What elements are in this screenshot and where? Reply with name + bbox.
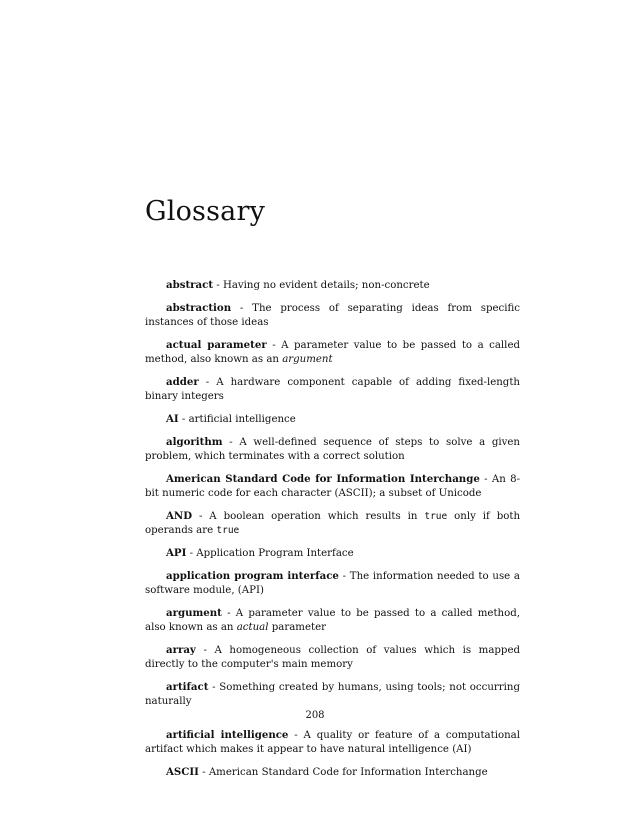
glossary-entry bbox=[145, 569, 520, 598]
glossary-term: artificial intelligence bbox=[166, 729, 289, 741]
code-literal: true bbox=[424, 511, 448, 522]
glossary-term: API bbox=[166, 547, 187, 559]
glossary-entry bbox=[145, 435, 520, 464]
glossary-entry bbox=[145, 728, 520, 757]
glossary-emphasis: actual bbox=[236, 622, 269, 633]
glossary-term: abstract bbox=[166, 279, 214, 291]
page-number: 208 bbox=[305, 710, 325, 721]
glossary-term: AND bbox=[166, 510, 193, 522]
glossary-entry bbox=[145, 375, 520, 404]
glossary-definition: - Something created by humans, using tools; not occurring naturally bbox=[145, 682, 520, 707]
glossary-definition: - A parameter value to be passed to a called method, also known as an bbox=[145, 608, 520, 633]
glossary-term: American Standard Code for Information Interchange bbox=[166, 473, 480, 485]
glossary-definition: - The process of separating ideas from specific instances of those ideas bbox=[145, 303, 520, 328]
glossary-definition: - A well-defined sequence of steps to solve a given problem, which terminates with a correct solution bbox=[145, 437, 520, 462]
glossary-definition: - A quality or feature of a computational artifact which makes it appear to have natural intelligence (AI) bbox=[145, 730, 520, 755]
glossary-definition: - artificial intelligence bbox=[178, 414, 296, 425]
glossary-definition: - Application Program Interface bbox=[186, 548, 354, 559]
glossary-entry bbox=[145, 509, 520, 538]
glossary-entry bbox=[145, 278, 520, 293]
glossary-term: adder bbox=[166, 376, 199, 388]
glossary-definition: - An 8-bit numeric code for each character (ASCII); a subset of Unicode bbox=[145, 474, 521, 499]
glossary-entry bbox=[145, 546, 520, 561]
glossary-term: actual parameter bbox=[166, 339, 267, 351]
glossary-definition: - A homogeneous collection of values which is mapped directly to the computer's main memory bbox=[145, 645, 520, 670]
code-literal: true bbox=[216, 525, 240, 536]
glossary-definition: - The information needed to use a software module, (API) bbox=[145, 571, 521, 596]
glossary-term: array bbox=[166, 644, 196, 656]
glossary-definition: parameter bbox=[268, 622, 326, 633]
glossary-definition: - A hardware component capable of adding fixed-length binary integers bbox=[145, 377, 520, 402]
glossary-entry bbox=[145, 680, 520, 709]
glossary-definition: - A boolean operation which results in bbox=[192, 511, 425, 522]
glossary-definition: - Having no evident details; non-concrete bbox=[213, 280, 430, 291]
glossary-entry bbox=[145, 765, 520, 780]
glossary-entry bbox=[145, 472, 520, 501]
glossary-definition: - American Standard Code for Information Interchange bbox=[198, 767, 488, 778]
glossary-term: AI bbox=[166, 413, 179, 425]
glossary-entry bbox=[145, 412, 520, 427]
glossary-term: artifact bbox=[166, 681, 209, 693]
glossary-emphasis: argument bbox=[282, 354, 333, 365]
glossary-entry bbox=[145, 606, 520, 635]
glossary-definition: only if both operands are bbox=[145, 511, 521, 536]
glossary-term: argument bbox=[166, 607, 222, 619]
glossary-term: abstraction bbox=[166, 302, 232, 314]
glossary-term: ASCII bbox=[166, 766, 199, 778]
glossary-term: algorithm bbox=[166, 436, 223, 448]
glossary-entry bbox=[145, 643, 520, 672]
glossary-term: application program interface bbox=[166, 570, 339, 582]
glossary-entry bbox=[145, 338, 520, 367]
page-title: Glossary bbox=[145, 196, 266, 227]
glossary-entry bbox=[145, 301, 520, 330]
glossary-definition: - A parameter value to be passed to a called method, also known as an bbox=[145, 340, 520, 365]
